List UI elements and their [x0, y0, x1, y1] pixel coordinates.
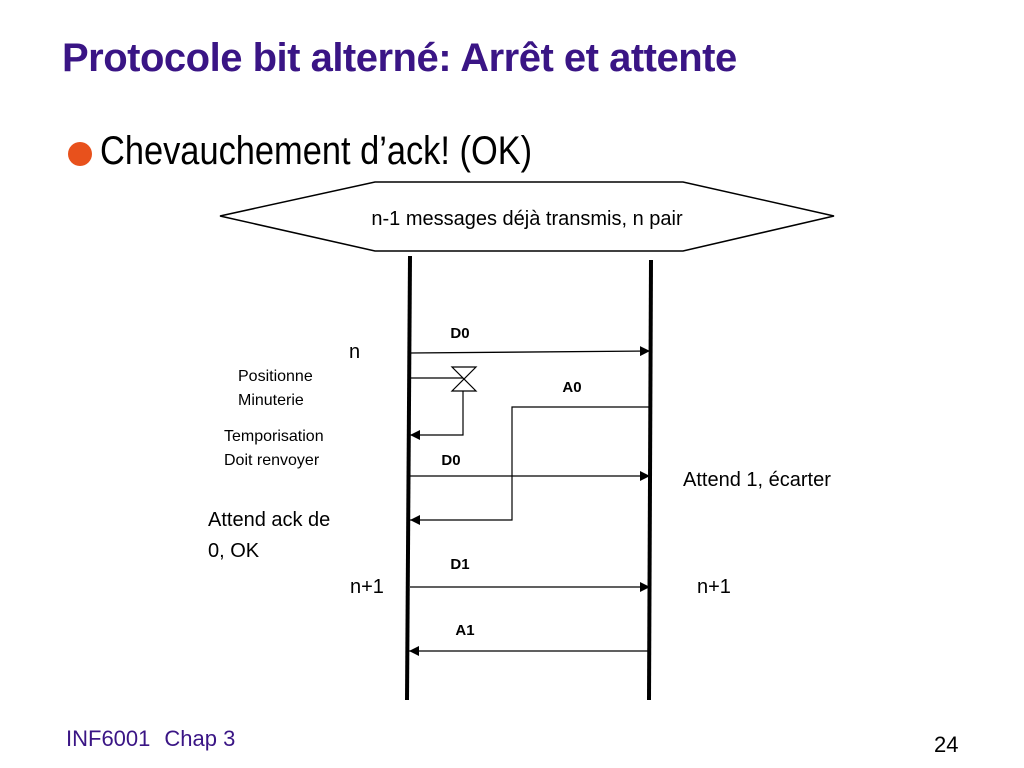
message-label-d0: D0 — [450, 325, 470, 342]
sender-note-timer-2: Minuterie — [238, 392, 304, 409]
footer-chapter: Chap 3 — [164, 726, 236, 751]
receiver-note-n-plus-1: n+1 — [697, 576, 731, 598]
message-label-d0-retransmit: D0 — [441, 452, 461, 469]
message-arrow-d0 — [410, 351, 650, 353]
message-label-a1: A1 — [455, 622, 475, 639]
timeout-arrow — [410, 391, 463, 435]
slide-title: Protocole bit alterné: Arrêt et attente — [62, 36, 737, 80]
message-label-d1: D1 — [450, 556, 470, 573]
sender-note-timer-1: Positionne — [238, 368, 313, 385]
sender-note-n: n — [349, 341, 361, 363]
message-label-a0: A0 — [562, 379, 582, 396]
receiver-note-discard: Attend 1, écarter — [683, 469, 831, 491]
sender-note-timeout-1: Temporisation — [224, 428, 324, 445]
receiver-lifeline — [649, 260, 651, 700]
banner-text: n-1 messages déjà transmis, n pair — [371, 208, 683, 230]
page-number: 24 — [934, 732, 959, 757]
hourglass-icon — [452, 367, 476, 391]
bullet-text: Chevauchement d’ack! (OK) — [100, 129, 533, 173]
footer-course-code: INF6001 — [66, 726, 151, 751]
footer-course — [66, 726, 249, 752]
sender-note-timeout-2: Doit renvoyer — [224, 452, 320, 469]
sender-note-ack-2: 0, OK — [208, 540, 260, 562]
sender-note-ack-1: Attend ack de — [208, 509, 331, 531]
sender-lifeline — [407, 256, 410, 700]
sender-note-n-plus-1: n+1 — [350, 576, 384, 598]
